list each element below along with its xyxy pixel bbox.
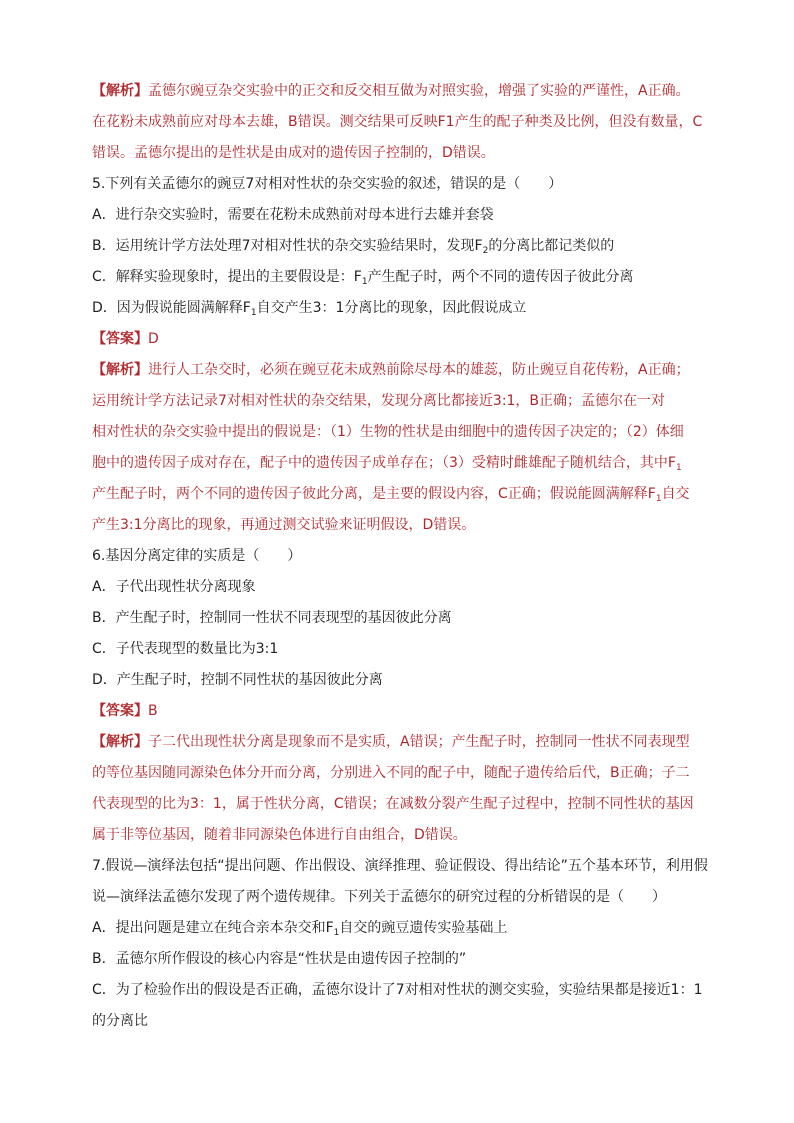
q5-option-a: A．进行杂交实验时，需要在花粉未成熟前对母本进行去雄并套袋 [92,207,494,223]
answer-tag: 【答案】 [92,703,148,719]
q6-stem: 6.基因分离定律的实质是（ ） [92,548,302,564]
q6-option-d: D．产生配子时，控制不同性状的基因彼此分离 [92,672,383,688]
q6-analysis-line-4: 属于非等位基因，随着非同源染色体进行自由组合，D错误。 [92,827,467,843]
analysis-tag: 【解析】 [92,734,148,750]
q5-answer [92,324,718,355]
q5-option-c: C．解释实验现象时，提出的主要假设是：$F_1$产生配子时，两个不同的遗传因子彼此分离 [92,269,634,287]
q5-analysis-line-4: 胞中的遗传因子成对存在，配子中的遗传因子成单存在；（3）受精时雌雄配子随机结合，其中$F_1$ [92,455,682,473]
answer-value: D [148,331,159,347]
q6-analysis-line-1: 【解析】子二代出现性状分离是现象而不是实质，A错误；产生配子时，控制同一性状不同表现型 [92,734,690,750]
analysis-tag: 【解析】 [92,362,148,378]
q7-option-b: B．孟德尔所作假设的核心内容是“性状是由遗传因子控制的” [92,951,467,967]
q6-option-b: B．产生配子时，控制同一性状不同表现型的基因彼此分离 [92,610,452,626]
answer-tag: 【答案】 [92,331,148,347]
q5-analysis-line-1: 【解析】进行人工杂交时，必须在豌豆花未成熟前除尽母本的雄蕊，防止豌豆自花传粉，A正确； [92,362,690,378]
q6-option-c: C．子代表现型的数量比为3:1 [92,641,279,657]
q5-option-d: D．因为假说能圆满解释$F_1$自交产生3：1分离比的现象，因此假说成立 [92,300,527,318]
q7-option-c-line-2: 的分离比 [92,1013,148,1029]
analysis-tag: 【解析】 [92,83,148,99]
answer-value: B [148,703,158,719]
q5-analysis-line-6: 产生3:1分离比的现象，再通过测交试验来证明假设，D错误。 [92,517,476,533]
q7-stem-line-2: 说—演绎法孟德尔发现了两个遗传规律。下列关于孟德尔的研究过程的分析错误的是（ ） [92,889,666,905]
q5-analysis-line-3: 相对性状的杂交实验中提出的假说是：（1）生物的性状是由细胞中的遗传因子决定的；（2）体细 [92,424,684,440]
q7-option-a: A．提出问题是建立在纯合亲本杂交和$F_1$自交的豌豆遗传实验基础上 [92,920,508,938]
q7-option-c-line-1: C．为了检验作出的假设是否正确，孟德尔设计了7对相对性状的测交实验，实验结果都是接近1：1 [92,982,703,998]
q7-stem-line-1: 7.假说—演绎法包括“提出问题、作出假设、演绎推理、验证假设、得出结论”五个基本环节，利用假 [92,858,708,874]
q4-analysis-line-1 [92,76,718,107]
analysis-text: 孟德尔豌豆杂交实验中的正交和反交相互做为对照实验，增强了实验的严谨性，A正确。 [148,83,690,99]
q6-analysis-line-3: 代表现型的比为3：1，属于性状分离，C错误；在减数分裂产生配子过程中，控制不同性状的基因 [92,796,694,812]
q5-analysis-line-2: 运用统计学方法记录7对相对性状的杂交结果，发现分离比都接近3:1，B正确；孟德尔在一对 [92,393,666,409]
q5-stem: 5.下列有关孟德尔的豌豆7对相对性状的杂交实验的叙述，错误的是（ ） [92,176,563,192]
q4-analysis-line-2: 在花粉未成熟前应对母本去雄，B错误。测交结果可反映F1产生的配子种类及比例，但没有数量，C [92,114,703,130]
q6-option-a: A．子代出现性状分离现象 [92,579,256,595]
document-page [92,76,718,1037]
q5-analysis-line-5: 产生配子时，两个不同的遗传因子彼此分离，是主要的假设内容，C正确；假说能圆满解释$F_1$自交 [92,486,690,504]
q4-analysis-line-3: 错误。孟德尔提出的是性状是由成对的遗传因子控制的，D错误。 [92,145,495,161]
q6-analysis-line-2: 的等位基因随同源染色体分开而分离，分别进入不同的配子中，随配子遗传给后代，B正确；子二 [92,765,690,781]
q6-answer [92,696,718,727]
q5-option-b: B．运用统计学方法处理7对相对性状的杂交实验结果时，发现$F_2$的分离比都记类似的 [92,238,615,256]
